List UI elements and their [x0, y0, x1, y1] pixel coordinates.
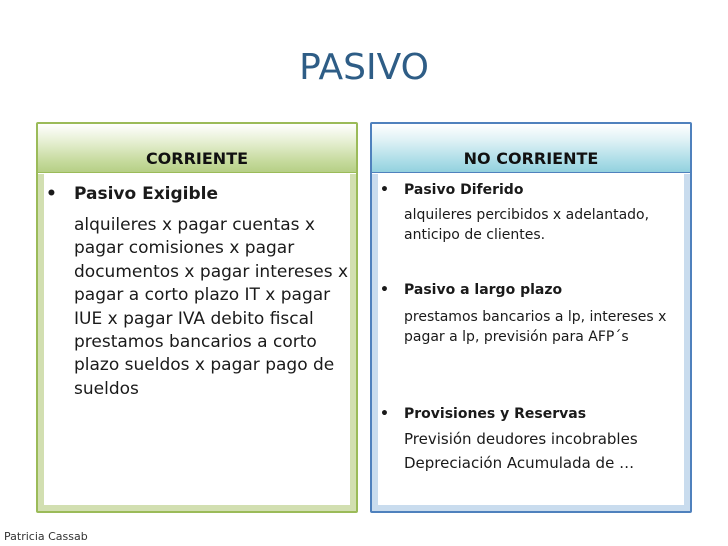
corriente-body: [38, 174, 356, 511]
pasivo-largo-plazo-title: Pasivo a largo plazo: [404, 282, 563, 298]
corriente-header: CORRIENTE: [38, 124, 356, 173]
no-corriente-body: [372, 174, 690, 511]
slide-title: PASIVO: [299, 47, 429, 88]
depreciacion-acumulada-text: Depreciación Acumulada de …: [404, 454, 635, 472]
pasivo-diferido-title: Pasivo Diferido: [404, 182, 524, 198]
pasivo-largo-plazo-text: prestamos bancarios a lp, intereses x pagar a lp, previsión para AFP´s: [404, 309, 667, 345]
corriente-panel: [36, 122, 358, 513]
bullet-icon: •: [380, 406, 389, 422]
pasivo-largo-plazo-item: [378, 280, 684, 347]
pasivo-exigible-text: alquileres x pagar cuentas x pagar comisiones x pagar documentos x pagar intereses x pagar a corto plazo IT x pagar IUE x pagar IVA debito fiscal prestamos bancarios a corto plazo sueldos x pagar pago de sueldos: [74, 215, 349, 399]
bullet-icon: •: [380, 282, 389, 298]
no-corriente-panel: [370, 122, 692, 513]
pasivo-diferido-item: [378, 180, 684, 245]
provisiones-reservas-title: Provisiones y Reservas: [404, 406, 587, 422]
provisiones-reservas-item: [378, 404, 684, 474]
bullet-icon: •: [380, 182, 389, 198]
prevision-deudores-text: Previsión deudores incobrables: [404, 430, 638, 448]
bullet-icon: •: [46, 184, 57, 204]
no-corriente-header: NO CORRIENTE: [372, 124, 690, 173]
pasivo-diferido-text: alquileres percibidos x adelantado, anticipo de clientes.: [404, 207, 650, 243]
author-footer: Patricia Cassab: [4, 530, 88, 543]
pasivo-exigible-item: [46, 180, 346, 208]
pasivo-exigible-title: Pasivo Exigible: [74, 184, 219, 204]
